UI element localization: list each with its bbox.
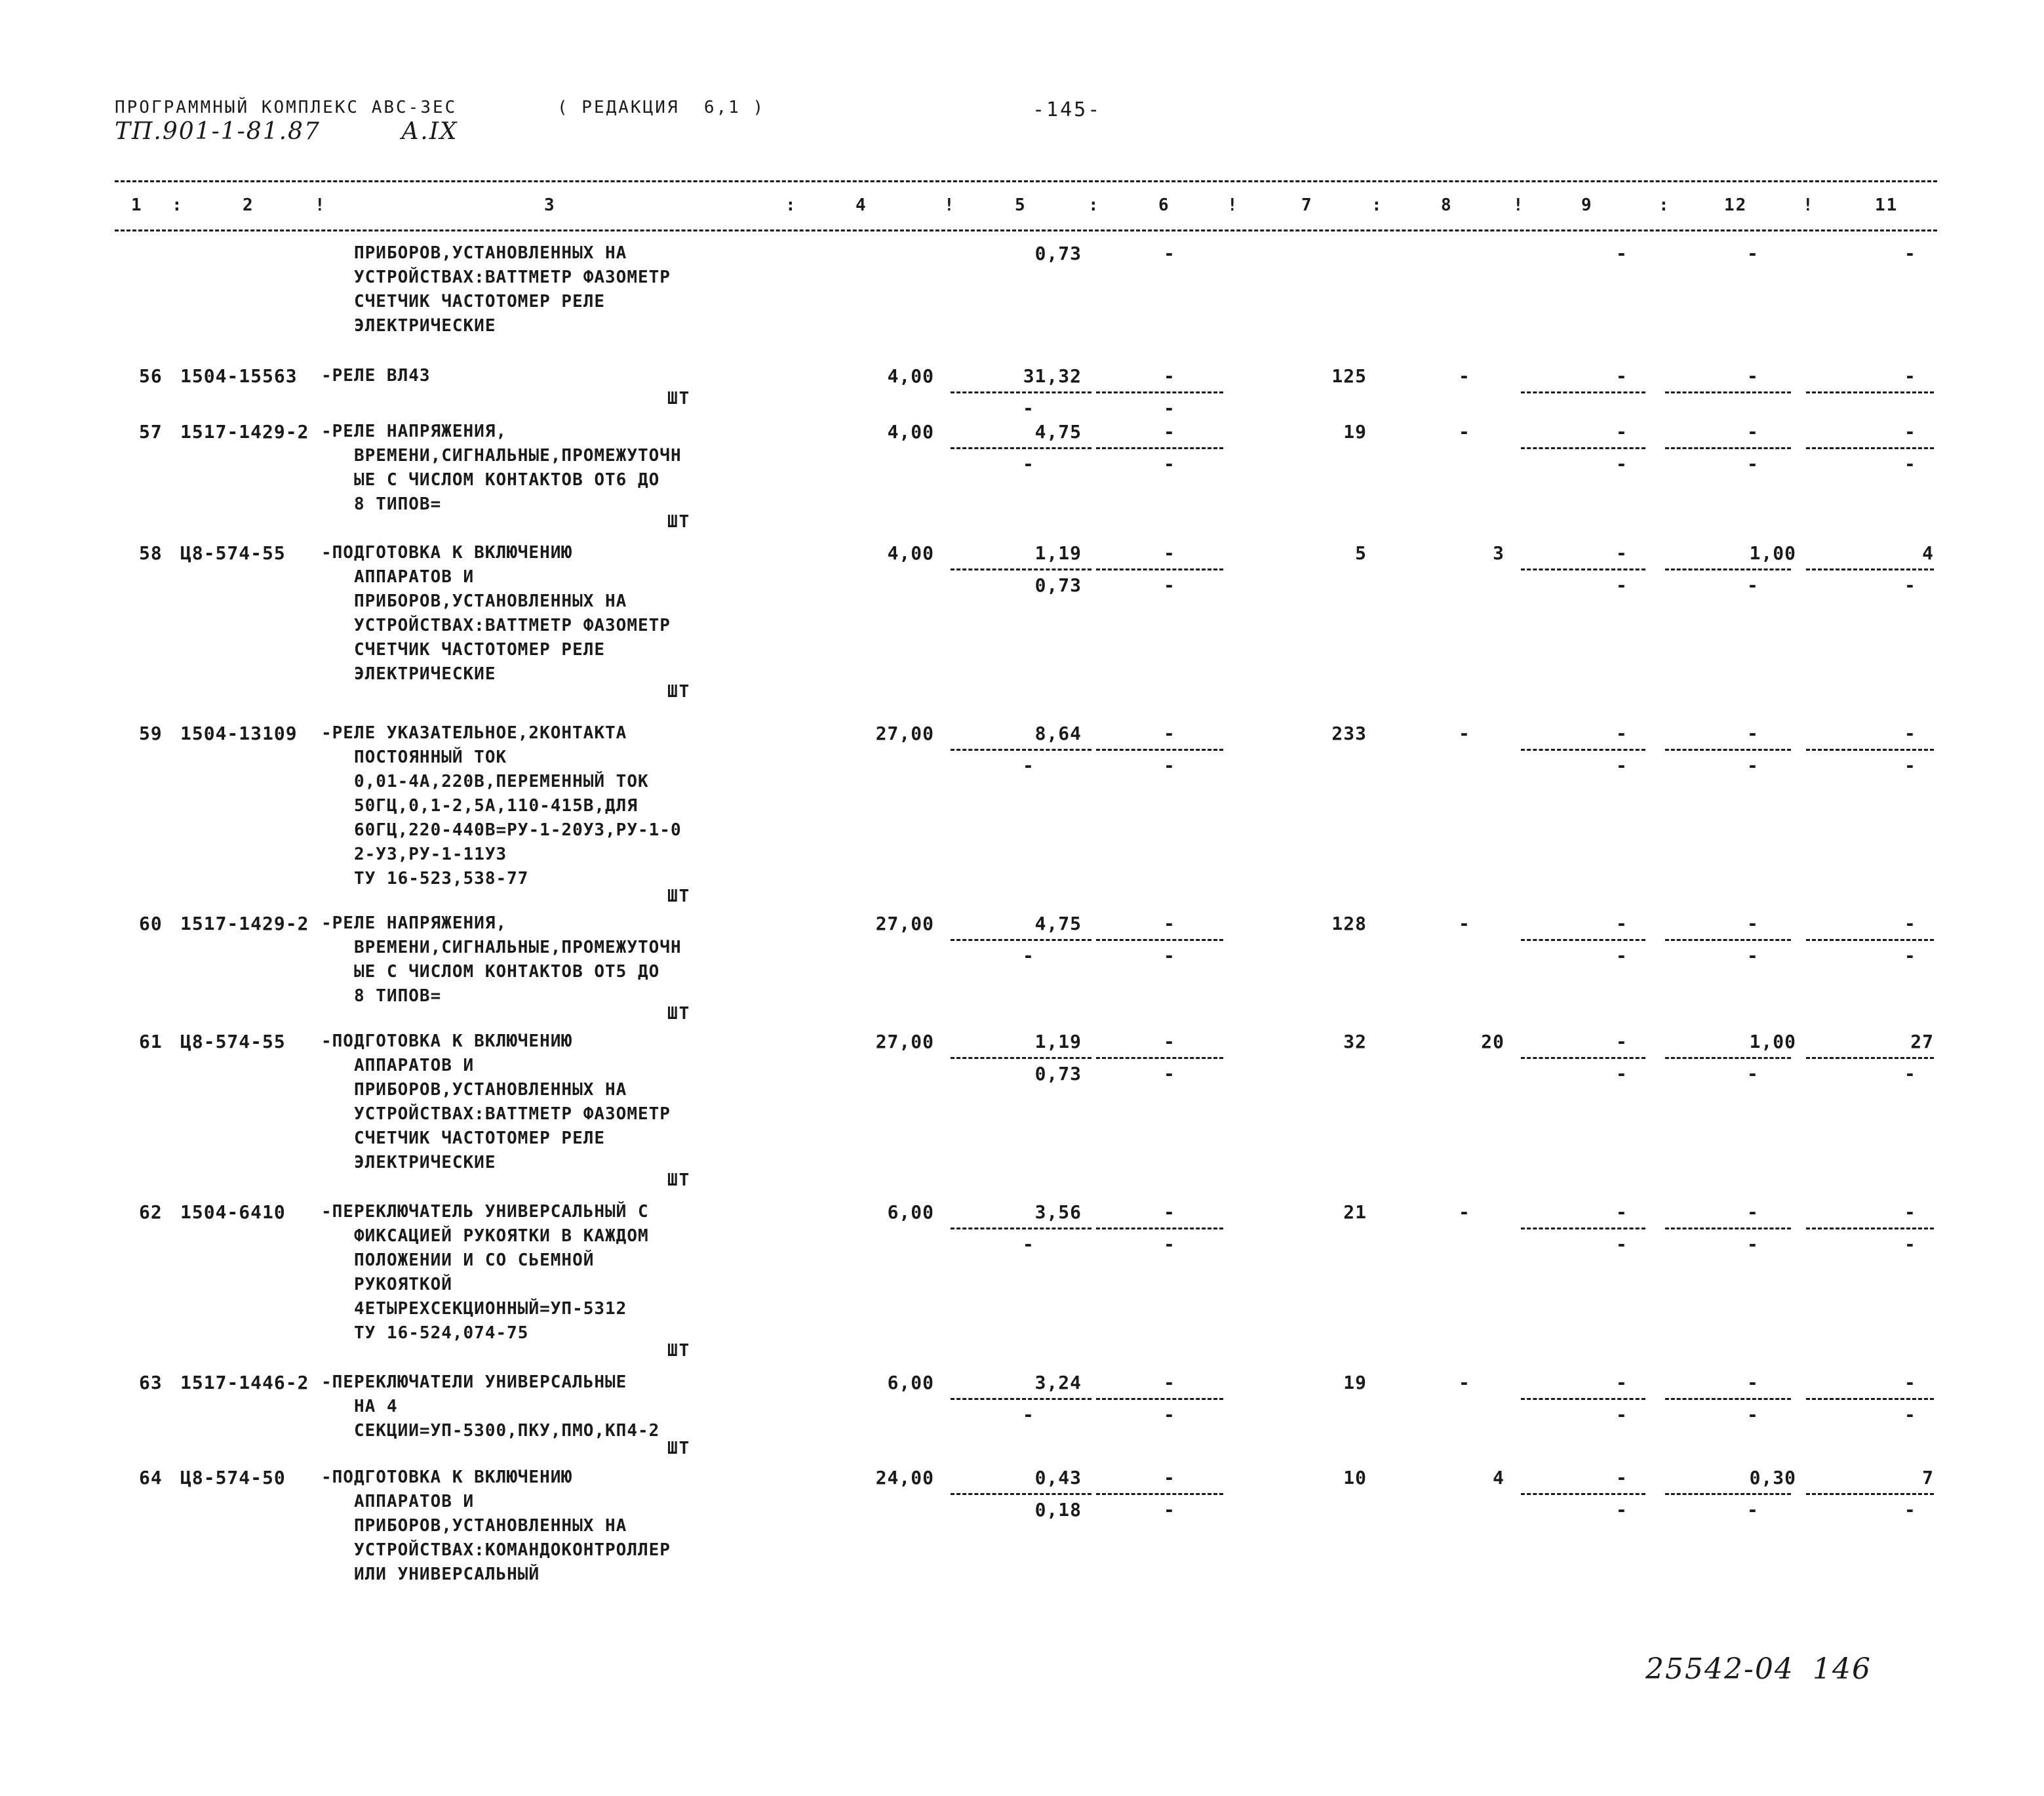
row-desc-line: -ПОДГОТОВКА К ВКЛЮЧЕНИЮ <box>321 543 573 563</box>
row-col8: 4 <box>1493 1467 1504 1488</box>
fraction-rule-col6 <box>1096 939 1223 941</box>
row-number: 59 <box>139 723 163 744</box>
row-col5-bottom: - <box>1023 453 1034 475</box>
row-col11: 4 <box>1922 542 1934 564</box>
row-desc-line: СЕКЦИИ=УП-5300,ПКУ,ПМО,КП4-2 <box>354 1421 660 1441</box>
row-desc-line: ЫЕ С ЧИСЛОМ КОНТАКТОВ ОТ5 ДО <box>354 962 660 982</box>
row-col7: 19 <box>1343 421 1367 443</box>
fraction-rule-col6 <box>1096 1227 1223 1229</box>
row-col8: - <box>1459 1201 1470 1223</box>
row-number: 64 <box>139 1467 163 1488</box>
row-col11-bottom: - <box>1904 755 1916 776</box>
fraction-rule-col12 <box>1665 391 1791 393</box>
row-col6-bottom: - <box>1164 945 1175 967</box>
row-col12-bottom: - <box>1747 945 1759 967</box>
row-desc-line: ПРИБОРОВ,УСТАНОВЛЕННЫХ НА <box>354 1516 627 1536</box>
column-header-6: 6 <box>1158 195 1170 215</box>
fraction-rule-col12 <box>1665 1493 1791 1495</box>
fraction-rule-col11 <box>1806 391 1934 393</box>
carryover-col11: - <box>1904 243 1916 264</box>
row-col6-bottom: - <box>1164 1499 1175 1521</box>
row-desc-line: -ПЕРЕКЛЮЧАТЕЛЬ УНИВЕРСАЛЬНЫЙ С <box>321 1202 649 1222</box>
row-unit: ШТ <box>667 389 691 409</box>
row-col6: - <box>1164 365 1175 387</box>
row-unit: ШТ <box>667 1439 691 1458</box>
row-col6-bottom: - <box>1164 574 1175 596</box>
row-unit: ШТ <box>667 1341 691 1361</box>
row-col9-bottom: - <box>1616 453 1628 475</box>
row-desc-line: 8 ТИПОВ= <box>354 986 442 1006</box>
row-col5: 3,56 <box>1034 1201 1082 1223</box>
row-number: 61 <box>139 1031 163 1052</box>
column-header-8: 8 <box>1441 195 1453 215</box>
row-col12: 1,00 <box>1749 1031 1796 1052</box>
row-number: 57 <box>139 421 163 443</box>
row-col5: 8,64 <box>1034 723 1082 744</box>
row-number: 63 <box>139 1372 163 1393</box>
row-col4: 24,00 <box>875 1467 934 1488</box>
row-col5-bottom: - <box>1023 945 1034 967</box>
fraction-rule-col9 <box>1521 1057 1645 1059</box>
fraction-rule-col11 <box>1806 1398 1934 1400</box>
carryover-col6: - <box>1164 243 1175 264</box>
fraction-rule-col9 <box>1521 939 1645 941</box>
fraction-rule-col9 <box>1521 749 1645 751</box>
column-header-7: 7 <box>1301 195 1313 215</box>
row-desc-line: ИЛИ УНИВЕРСАЛЬНЫЙ <box>354 1565 540 1584</box>
row-col4: 6,00 <box>887 1201 934 1223</box>
column-header-9: 9 <box>1581 195 1593 215</box>
row-desc-line: 60ГЦ,220-440В=РУ-1-20У3,РУ-1-0 <box>354 820 682 840</box>
row-col9-bottom: - <box>1616 574 1628 596</box>
header-rule-bottom <box>115 229 1937 231</box>
fraction-rule-col9 <box>1521 391 1645 393</box>
row-code: 1517-1446-2 <box>180 1372 309 1393</box>
album-number: А.IX <box>401 118 458 145</box>
row-code: 1517-1429-2 <box>180 913 309 934</box>
row-col11-bottom: - <box>1904 1063 1916 1085</box>
row-col6: - <box>1164 1031 1175 1052</box>
row-col5: 1,19 <box>1034 1031 1082 1052</box>
row-col7: 32 <box>1343 1031 1367 1052</box>
row-col6: - <box>1164 913 1175 934</box>
row-number: 56 <box>139 365 163 387</box>
row-col12: - <box>1747 1372 1759 1393</box>
row-col8: - <box>1459 723 1470 744</box>
row-desc-line: ПОСТОЯННЫЙ ТОК <box>354 748 507 767</box>
row-code: 1517-1429-2 <box>180 421 309 443</box>
row-code: 1504-13109 <box>180 723 298 744</box>
column-header-11: 11 <box>1875 195 1898 215</box>
row-desc-line: СЧЕТЧИК ЧАСТОТОМЕР РЕЛЕ <box>354 1128 606 1148</box>
row-desc-line: УСТРОЙСТВАХ:КОМАНДОКОНТРОЛЛЕР <box>354 1540 671 1560</box>
row-desc-line: НА 4 <box>354 1397 398 1416</box>
fraction-rule-col6 <box>1096 391 1223 393</box>
row-desc-line: -РЕЛЕ ВЛ43 <box>321 366 431 386</box>
fraction-rule-col9 <box>1521 1227 1645 1229</box>
row-col11: - <box>1904 913 1916 934</box>
row-col4: 6,00 <box>887 1372 934 1393</box>
row-desc-line: ВРЕМЕНИ,СИГНАЛЬНЫЕ,ПРОМЕЖУТОЧН <box>354 938 682 957</box>
fraction-rule-col11 <box>1806 569 1934 570</box>
row-col4: 4,00 <box>887 421 934 443</box>
fraction-rule-col5 <box>951 939 1091 941</box>
row-desc-line: 8 ТИПОВ= <box>354 494 442 514</box>
row-col11: - <box>1904 421 1916 443</box>
fraction-rule-col5 <box>951 447 1091 449</box>
fraction-rule-col5 <box>951 569 1091 570</box>
fraction-rule-col5 <box>951 1227 1091 1229</box>
row-col9-bottom: - <box>1616 1499 1628 1521</box>
row-col8: - <box>1459 365 1470 387</box>
row-code: Ц8-574-50 <box>180 1467 286 1488</box>
row-desc-line: ПРИБОРОВ,УСТАНОВЛЕННЫХ НА <box>354 1080 627 1100</box>
fraction-rule-col5 <box>951 1057 1091 1059</box>
row-unit: ШТ <box>667 887 691 906</box>
row-col6: - <box>1164 542 1175 564</box>
fraction-rule-col11 <box>1806 1057 1934 1059</box>
row-desc-line: ТУ 16-524,074-75 <box>354 1323 529 1343</box>
carryover-desc-line: УСТРОЙСТВАХ:ВАТТМЕТР ФАЗОМЕТР <box>354 268 671 287</box>
carryover-desc-line: ПРИБОРОВ,УСТАНОВЛЕННЫХ НА <box>354 243 627 263</box>
row-col7: 5 <box>1355 542 1367 564</box>
row-col9: - <box>1616 365 1628 387</box>
column-header-5: 5 <box>1015 195 1027 215</box>
row-col4: 4,00 <box>887 542 934 564</box>
row-col9: - <box>1616 1031 1628 1052</box>
row-code: 1504-15563 <box>180 365 298 387</box>
row-col5: 4,75 <box>1034 913 1082 934</box>
fraction-rule-col12 <box>1665 939 1791 941</box>
row-col6: - <box>1164 1201 1175 1223</box>
row-col12-bottom: - <box>1747 1404 1759 1426</box>
row-col9: - <box>1616 542 1628 564</box>
row-desc-line: -ПЕРЕКЛЮЧАТЕЛИ УНИВЕРСАЛЬНЫЕ <box>321 1372 627 1392</box>
row-col7: 125 <box>1331 365 1367 387</box>
archive-stamp: 25542-04 <box>1645 1652 1794 1686</box>
row-number: 58 <box>139 542 163 564</box>
row-code: Ц8-574-55 <box>180 542 286 564</box>
row-unit: ШТ <box>667 682 691 702</box>
row-col12: 1,00 <box>1749 542 1796 564</box>
row-col11-bottom: - <box>1904 945 1916 967</box>
row-col11: - <box>1904 1201 1916 1223</box>
row-col12: 0,30 <box>1749 1467 1796 1488</box>
row-desc-line: ЫЕ С ЧИСЛОМ КОНТАКТОВ ОТ6 ДО <box>354 470 660 490</box>
row-col11: 7 <box>1922 1467 1934 1488</box>
row-col9: - <box>1616 1372 1628 1393</box>
row-col5-bottom: 0,73 <box>1034 574 1082 596</box>
fraction-rule-col5 <box>951 749 1091 751</box>
column-header-2: 2 <box>243 195 254 215</box>
column-separator: ! <box>1227 195 1239 215</box>
row-col7: 233 <box>1331 723 1367 744</box>
row-col12-bottom: - <box>1747 453 1759 475</box>
row-unit: ШТ <box>667 512 691 532</box>
row-col6: - <box>1164 723 1175 744</box>
row-desc-line: УСТРОЙСТВАХ:ВАТТМЕТР ФАЗОМЕТР <box>354 616 671 635</box>
column-separator: : <box>172 195 184 215</box>
row-col9: - <box>1616 723 1628 744</box>
fraction-rule-col11 <box>1806 1493 1934 1495</box>
row-col9: - <box>1616 1201 1628 1223</box>
row-col4: 27,00 <box>875 723 934 744</box>
row-col9-bottom: - <box>1616 945 1628 967</box>
column-separator: : <box>1371 195 1383 215</box>
row-col8: 20 <box>1481 1031 1504 1052</box>
row-col11-bottom: - <box>1904 574 1916 596</box>
row-col7: 128 <box>1331 913 1367 934</box>
row-desc-line: РУКОЯТКОЙ <box>354 1275 452 1294</box>
row-col6: - <box>1164 1467 1175 1488</box>
row-col8: 3 <box>1493 542 1504 564</box>
row-col11-bottom: - <box>1904 1233 1916 1255</box>
page-number: -145- <box>1032 98 1102 121</box>
row-desc-line: -РЕЛЕ НАПРЯЖЕНИЯ, <box>321 422 507 441</box>
row-col12: - <box>1747 1201 1759 1223</box>
edition-label: ( РЕДАКЦИЯ 6,1 ) <box>557 98 766 117</box>
row-col4: 27,00 <box>875 1031 934 1052</box>
row-number: 60 <box>139 913 163 934</box>
fraction-rule-col6 <box>1096 749 1223 751</box>
row-desc-line: ЭЛЕКТРИЧЕСКИЕ <box>354 1153 496 1172</box>
fraction-rule-col9 <box>1521 447 1645 449</box>
row-col7: 19 <box>1343 1372 1367 1393</box>
column-separator: ! <box>944 195 956 215</box>
row-desc-line: -ПОДГОТОВКА К ВКЛЮЧЕНИЮ <box>321 1467 573 1487</box>
sheet-number: 146 <box>1813 1652 1872 1686</box>
row-unit: ШТ <box>667 1004 691 1024</box>
fraction-rule-col5 <box>951 1493 1091 1495</box>
program-name: ПРОГРАММНЫЙ КОМПЛЕКС АВС-ЗЕС <box>115 98 458 117</box>
row-col12: - <box>1747 365 1759 387</box>
row-col7: 10 <box>1343 1467 1367 1488</box>
row-desc-line: ПРИБОРОВ,УСТАНОВЛЕННЫХ НА <box>354 591 627 611</box>
fraction-rule-col12 <box>1665 1057 1791 1059</box>
row-col11: - <box>1904 365 1916 387</box>
row-col11: 27 <box>1910 1031 1934 1052</box>
row-col8: - <box>1459 421 1470 443</box>
row-col9-bottom: - <box>1616 1063 1628 1085</box>
row-col11: - <box>1904 723 1916 744</box>
fraction-rule-col6 <box>1096 1398 1223 1400</box>
row-col5-bottom: - <box>1023 1404 1034 1426</box>
row-col4: 4,00 <box>887 365 934 387</box>
row-col8: - <box>1459 1372 1470 1393</box>
column-header-12: 12 <box>1724 195 1748 215</box>
fraction-rule-col5 <box>951 391 1091 393</box>
row-desc-line: АППАРАТОВ И <box>354 1056 475 1075</box>
carryover-desc-line: СЧЕТЧИК ЧАСТОТОМЕР РЕЛЕ <box>354 292 606 311</box>
column-header-4: 4 <box>855 195 867 215</box>
row-desc-line: ПОЛОЖЕНИИ И СО СЬЕМНОЙ <box>354 1250 595 1270</box>
row-desc-line: АППАРАТОВ И <box>354 567 475 587</box>
row-desc-line: УСТРОЙСТВАХ:ВАТТМЕТР ФАЗОМЕТР <box>354 1104 671 1124</box>
fraction-rule-col11 <box>1806 749 1934 751</box>
row-col9-bottom: - <box>1616 755 1628 776</box>
row-col4: 27,00 <box>875 913 934 934</box>
row-col11-bottom: - <box>1904 1499 1916 1521</box>
fraction-rule-col9 <box>1521 1493 1645 1495</box>
column-separator: : <box>1659 195 1670 215</box>
row-col6: - <box>1164 421 1175 443</box>
row-col9-bottom: - <box>1616 1404 1628 1426</box>
carryover-col12: - <box>1747 243 1759 264</box>
row-col5-bottom: - <box>1023 397 1034 419</box>
row-col9: - <box>1616 1467 1628 1488</box>
row-number: 62 <box>139 1201 163 1223</box>
row-col8: - <box>1459 913 1470 934</box>
row-col6-bottom: - <box>1164 453 1175 475</box>
row-col5-bottom: 0,73 <box>1034 1063 1082 1085</box>
column-header-1: 1 <box>131 195 143 215</box>
row-col11-bottom: - <box>1904 453 1916 475</box>
fraction-rule-col9 <box>1521 569 1645 570</box>
column-separator: : <box>1088 195 1100 215</box>
row-col11: - <box>1904 1372 1916 1393</box>
header-rule-top <box>115 180 1937 182</box>
carryover-desc-line: ЭЛЕКТРИЧЕСКИЕ <box>354 316 496 336</box>
row-col5-bottom: - <box>1023 1233 1034 1255</box>
fraction-rule-col11 <box>1806 1227 1934 1229</box>
row-col5: 31,32 <box>1023 365 1082 387</box>
row-unit: ШТ <box>667 1170 691 1190</box>
column-separator: : <box>785 195 797 215</box>
fraction-rule-col11 <box>1806 939 1934 941</box>
row-desc-line: ЭЛЕКТРИЧЕСКИЕ <box>354 664 496 684</box>
row-col9: - <box>1616 421 1628 443</box>
row-col12-bottom: - <box>1747 1063 1759 1085</box>
row-col5: 3,24 <box>1034 1372 1082 1393</box>
fraction-rule-col6 <box>1096 447 1223 449</box>
project-code: ТП.901-1-81.87 <box>115 118 321 145</box>
row-col12-bottom: - <box>1747 574 1759 596</box>
row-col12-bottom: - <box>1747 1499 1759 1521</box>
row-desc-line: -РЕЛЕ УКАЗАТЕЛЬНОЕ,2КОНТАКТА <box>321 723 627 743</box>
row-col9: - <box>1616 913 1628 934</box>
carryover-col5: 0,73 <box>1034 243 1082 264</box>
column-header-3: 3 <box>544 195 556 215</box>
column-separator: ! <box>1803 195 1815 215</box>
row-col12-bottom: - <box>1747 755 1759 776</box>
row-col12: - <box>1747 421 1759 443</box>
row-col6-bottom: - <box>1164 1063 1175 1085</box>
row-col6-bottom: - <box>1164 755 1175 776</box>
row-col5-bottom: - <box>1023 755 1034 776</box>
row-desc-line: 4ЕТЫРЕХСЕКЦИОННЫЙ=УП-5312 <box>354 1299 627 1319</box>
row-col12: - <box>1747 723 1759 744</box>
fraction-rule-col6 <box>1096 1493 1223 1495</box>
carryover-col9: - <box>1616 243 1628 264</box>
row-code: 1504-6410 <box>180 1201 286 1223</box>
row-desc-line: 50ГЦ,0,1-2,5А,110-415В,ДЛЯ <box>354 796 638 816</box>
row-desc-line: 0,01-4А,220В,ПЕРЕМЕННЫЙ ТОК <box>354 772 649 791</box>
row-col5: 4,75 <box>1034 421 1082 443</box>
row-desc-line: -ПОДГОТОВКА К ВКЛЮЧЕНИЮ <box>321 1031 573 1051</box>
row-col7: 21 <box>1343 1201 1367 1223</box>
row-col9-bottom: - <box>1616 1233 1628 1255</box>
row-desc-line: АППАРАТОВ И <box>354 1492 475 1511</box>
fraction-rule-col5 <box>951 1398 1091 1400</box>
row-desc-line: ВРЕМЕНИ,СИГНАЛЬНЫЕ,ПРОМЕЖУТОЧН <box>354 446 682 466</box>
fraction-rule-col6 <box>1096 1057 1223 1059</box>
fraction-rule-col12 <box>1665 569 1791 570</box>
column-separator: ! <box>1513 195 1525 215</box>
fraction-rule-col6 <box>1096 569 1223 570</box>
row-desc-line: ТУ 16-523,538-77 <box>354 869 529 888</box>
row-col5: 1,19 <box>1034 542 1082 564</box>
column-separator: ! <box>315 195 326 215</box>
row-desc-line: СЧЕТЧИК ЧАСТОТОМЕР РЕЛЕ <box>354 640 606 660</box>
fraction-rule-col12 <box>1665 447 1791 449</box>
row-col6-bottom: - <box>1164 397 1175 419</box>
row-col12: - <box>1747 913 1759 934</box>
fraction-rule-col12 <box>1665 1227 1791 1229</box>
row-desc-line: 2-У3,РУ-1-11У3 <box>354 845 507 864</box>
fraction-rule-col11 <box>1806 447 1934 449</box>
row-col5-bottom: 0,18 <box>1034 1499 1082 1521</box>
fraction-rule-col9 <box>1521 1398 1645 1400</box>
row-col6-bottom: - <box>1164 1233 1175 1255</box>
row-desc-line: -РЕЛЕ НАПРЯЖЕНИЯ, <box>321 913 507 933</box>
fraction-rule-col12 <box>1665 1398 1791 1400</box>
row-col6-bottom: - <box>1164 1404 1175 1426</box>
row-col12-bottom: - <box>1747 1233 1759 1255</box>
row-code: Ц8-574-55 <box>180 1031 286 1052</box>
row-col5: 0,43 <box>1034 1467 1082 1488</box>
row-col11-bottom: - <box>1904 1404 1916 1426</box>
row-col6: - <box>1164 1372 1175 1393</box>
fraction-rule-col12 <box>1665 749 1791 751</box>
row-desc-line: ФИКСАЦИЕЙ РУКОЯТКИ В КАЖДОМ <box>354 1226 649 1246</box>
